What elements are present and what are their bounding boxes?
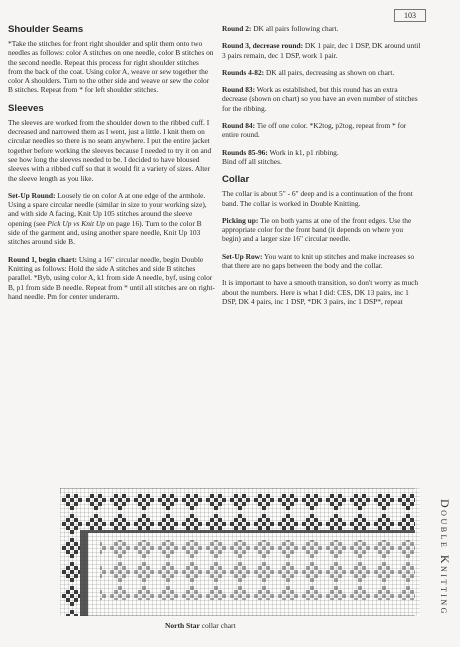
round83-text: Work as established, but this round has an extra decrease (shown on chart) so you have an even number of stitches for the ribbing. xyxy=(222,85,418,113)
round84-paragraph xyxy=(222,121,422,140)
sleeves-text: The sleeves are worked from the shoulder down to the ribbed cuff. I decreased and narrowed them as I went, just a little. I knit them on circular needles so there is no seam anywhere. I put the entire jacket together before working the sleeves because I needed to try it on and see how long the sleeves needed to be. I decided to have bloused sleeves with a ribbed cuff so that it would fit a variety of sizes. Alter the sleeve length as you like. xyxy=(8,117,212,183)
chart-caption-rest: collar chart xyxy=(199,621,236,630)
round4-82-paragraph xyxy=(222,68,422,77)
left-column xyxy=(8,24,215,309)
sleeves-heading: Sleeves xyxy=(8,102,44,114)
round85-96-label: Rounds 85-96: xyxy=(222,147,268,157)
setup-row-paragraph xyxy=(222,252,422,271)
collar-heading: Collar xyxy=(222,174,250,186)
setup-round-paragraph xyxy=(8,191,215,247)
collar-text: The collar is about 5" - 6" deep and is a continuation of the front band. The collar is worked in Double Knitting. xyxy=(222,189,413,208)
chart-caption xyxy=(165,621,236,630)
picking-up-label: Picking up: xyxy=(222,215,259,225)
round4-82-text: DK all pairs, decreasing as shown on chart. xyxy=(264,67,395,77)
setup-round-text-1: Loosely tie on color A at one edge of the armhole. Using a spare circular needle (similar in size to your working size), and with side A facing, Knit Up 105 stitches around the sleeve opening (see xyxy=(8,190,207,228)
side-title: Double Knitting xyxy=(438,498,452,616)
setup-row-label: Set-Up Row: xyxy=(222,251,263,261)
round3-text: DK 1 pair, dec 1 DSP, DK around until 3 pairs remain, dec 1 DSP, work 1 pair. xyxy=(222,41,421,60)
transition-paragraph: It is important to have a smooth transition, so don't worry as much about the numbers. Here is what I did: CES, DK 13 pairs, inc 1 DSP, DK 4 pairs, inc 1 DSP, *DK 3 pairs, inc 1 DSP*, repeat xyxy=(222,278,419,306)
round1-text: Using a 16" circular needle, begin Double Knitting as follows: Hold the side A stitches and side B stitches parallel. *Byb, using color A, k1 from side A needle, byf, using color B, p1 from side B needle. Repeat from * until all stitches are on right-hand needle. Pm for center underarm. xyxy=(8,254,215,301)
round85-96-text-2: Bind off all stitches. xyxy=(222,156,282,166)
round83-label: Round 83: xyxy=(222,85,256,95)
round83-paragraph xyxy=(222,85,422,113)
picking-up-paragraph xyxy=(222,216,422,244)
round85-96-text: Work in k1, p1 ribbing. xyxy=(267,147,339,157)
round3-label: Round 3, decrease round: xyxy=(222,41,304,51)
setup-round-emph: Pick Up vs Knit Up xyxy=(47,218,105,228)
round1-label: Round 1, begin chart: xyxy=(8,254,77,264)
setup-round-text-2: on page 16). Turn to the color B side of the garment and, using another spare needle, Knit Up 103 stitches around side B. xyxy=(8,218,202,247)
collar-chart xyxy=(60,488,420,616)
picking-up-text: Tie on both yarns at one of the front edges. Use the appropriate color for the front band (it depends on where you begin) and a larger size 16" circular needle. xyxy=(222,215,412,244)
shoulder-seams-heading: Shoulder Seams xyxy=(8,24,84,35)
round3-paragraph xyxy=(222,41,422,60)
round1-paragraph xyxy=(8,255,215,301)
round84-label: Round 84: xyxy=(222,121,256,131)
round2-text: DK all pairs following chart. xyxy=(251,24,339,33)
round4-82-label: Rounds 4-82: xyxy=(222,67,265,77)
chart-caption-bold: North Star xyxy=(165,621,200,630)
round85-96-paragraph xyxy=(222,148,422,167)
round84-text: Tie off one color. *K2tog, p2tog, repeat from * for entire round. xyxy=(222,121,407,140)
shoulder-seams-text: *Take the stitches for front right shoulder and split them onto two needles as follows: color A stitches on one needle, color B stitches on the second needle. Repeat this process for right shoulder stitches from the back of the coat. Using color A, weave or sew together the color A shoulders. Turn to the other side and weave or sew the color B stitches. Repeat from * for left shoulder stitches. xyxy=(8,39,214,95)
round2-paragraph xyxy=(222,24,422,33)
setup-round-label: Set-Up Round: xyxy=(8,190,56,200)
round2-label: Round 2: xyxy=(222,24,252,33)
page-number: 103 xyxy=(394,9,426,22)
right-column xyxy=(222,24,422,314)
setup-row-text: You want to knit up stitches and make increases so that there are no gaps between the body and the collar. xyxy=(222,251,415,271)
